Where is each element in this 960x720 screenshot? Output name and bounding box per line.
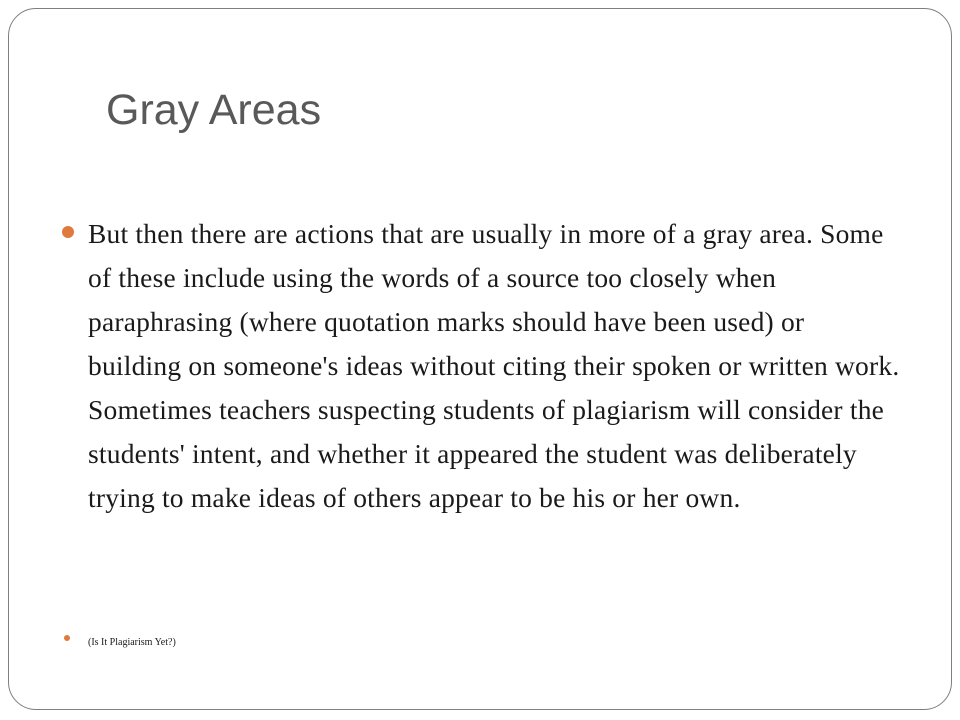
bullet-dot-icon bbox=[62, 226, 74, 238]
bullet-text: But then there are actions that are usually in more of a gray area. Some of these include using the words of a source too closely when paraphrasing (where quotation marks should have been used) or building on someone's ideas without citing their spoken or written work. Sometimes teachers suspecting students of plagiarism will consider the students' intent, and whether it appeared the student was deliberately trying to make ideas of others appear to be his or her own. bbox=[88, 218, 900, 513]
citation-text: (Is It Plagiarism Yet?) bbox=[88, 637, 176, 648]
citation-dot-icon bbox=[64, 635, 70, 641]
slide-title: Gray Areas bbox=[106, 86, 322, 134]
bullet-list bbox=[62, 212, 902, 520]
citation-item bbox=[62, 632, 176, 650]
bullet-item bbox=[62, 212, 902, 520]
